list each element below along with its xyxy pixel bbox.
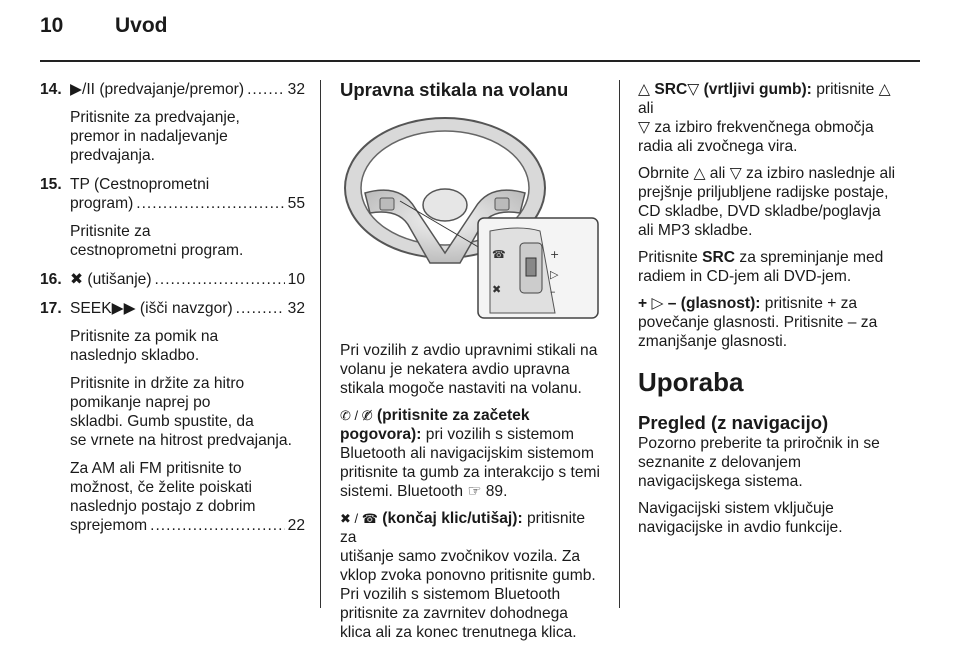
svg-text:✖: ✖ [492, 283, 502, 296]
term: pogovora): [340, 426, 422, 443]
page-ref: 10 [287, 271, 305, 288]
item-number: 16. [40, 271, 62, 288]
item-description [40, 327, 305, 365]
page-ref: 22 [287, 517, 305, 534]
column-divider [619, 80, 620, 608]
text-line: pritisnite za zavrnitev dohodnega [340, 605, 568, 622]
text-line: Pri vozilih s sistemom Bluetooth [340, 586, 561, 603]
page-ref: 32 [287, 300, 305, 317]
text-line: klica ali za konec trenutnega klica. [340, 624, 577, 641]
item-title: TP (Cestnoprometni [70, 176, 210, 193]
text-line: ▽ za izbiro frekvenčnega območja [638, 119, 874, 136]
svg-text:▷: ▷ [550, 268, 559, 281]
page-header [40, 14, 168, 38]
item-number: 15. [40, 176, 62, 193]
text-line: utišanje samo zvočnikov vozila. Za [340, 548, 581, 565]
text-line: volanu je nekatera avdio upravna [340, 361, 570, 378]
text-line: Za AM ali FM pritisnite to [70, 460, 242, 477]
paragraph [340, 341, 605, 398]
section-title: Uporaba [638, 367, 744, 397]
text-line: pomikanje naprej po [70, 394, 211, 411]
text-line: sistemi. Bluetooth ☞ 89. [340, 483, 508, 500]
text-line: Pritisnite za pomik na [70, 328, 219, 345]
list-item [40, 175, 305, 213]
text-line: pritisnite △ ali [638, 81, 891, 117]
text-line: predvajanja. [70, 147, 155, 164]
paragraph [638, 248, 908, 286]
text-line: stikala mogoče nastaviti na volanu. [340, 380, 582, 397]
text-line: radia ali zvočnega vira. [638, 138, 798, 155]
list-item [40, 299, 305, 318]
page-ref: 32 [287, 81, 305, 98]
text-line: radiem in CD-jem ali DVD-jem. [638, 268, 852, 285]
text-line: naslednjo skladbo. [70, 347, 200, 364]
text-line: Pritisnite in držite za hitro [70, 375, 245, 392]
paragraph [638, 294, 908, 351]
text-line: vklop zvoka ponovno pritisnite gumb. [340, 567, 596, 584]
item-number: 17. [40, 300, 62, 317]
item-description [40, 374, 305, 450]
text-line: skladbi. Gumb spustite, da [70, 413, 254, 430]
column-2 [340, 80, 605, 650]
text-line: navigacijskega sistema. [638, 473, 803, 490]
text-line: sprejemom [70, 517, 148, 534]
item-description [40, 222, 305, 260]
svg-text:☎: ☎ [492, 248, 506, 261]
item-title: program) [70, 195, 134, 212]
text-line: se vrnete na hitrost predvajanja. [70, 432, 292, 449]
item-description [40, 459, 305, 535]
list-item [40, 80, 305, 99]
text-line: seznanite z delovanjem [638, 454, 801, 471]
phone-icon: ✆ / ✆̸ [340, 408, 373, 423]
item-title: ✖ (utišanje) [70, 271, 152, 288]
text-line: cestnoprometni program. [70, 242, 244, 259]
page-number: 10 [40, 14, 64, 37]
text-line: pri vozilih s sistemom [421, 426, 574, 443]
svg-text:+: + [550, 248, 560, 261]
text-line: Pozorno preberite ta priročnik in se [638, 435, 880, 452]
item-description [40, 108, 305, 165]
term: SRC [702, 249, 736, 266]
paragraph [340, 509, 605, 642]
paragraph [340, 406, 605, 501]
text-line: CD skladbe, DVD skladbe/poglavja [638, 203, 881, 220]
text-line: zmanjšanje glasnosti. [638, 333, 788, 350]
text-line: pritisnite za [340, 510, 586, 546]
term: (pritisnite za začetek [376, 407, 530, 424]
text-line: naslednjo postajo z dobrim [70, 498, 256, 515]
paragraph [638, 499, 908, 537]
text-line: Bluetooth ali navigacijskim sistemom [340, 445, 594, 462]
text-line: povečanje glasnosti. Pritisnite – za [638, 314, 878, 331]
page-title: Uvod [115, 14, 168, 37]
list-item [40, 270, 305, 289]
column-1 [40, 80, 305, 535]
text-line: premor in nadaljevanje [70, 128, 228, 145]
text-line: Pri vozilih z avdio upravnimi stikali na [340, 342, 598, 359]
subsection-title: Pregled (z navigacijo) [638, 412, 829, 433]
text-line: za spreminjanje med [735, 249, 884, 266]
paragraph [638, 434, 908, 491]
text-line: navigacijske in avdio funkcije. [638, 519, 843, 536]
text-line: pritisnite + za [760, 295, 858, 312]
text-line: Pritisnite [638, 249, 703, 266]
text-line: Navigacijski sistem vključuje [638, 500, 834, 517]
term: + ▷ – (glasnost): [638, 295, 761, 312]
text-line: Pritisnite za predvajanje, [70, 109, 240, 126]
mute-icon: ✖ / ☎ [340, 511, 378, 526]
text-line: Pritisnite za [70, 223, 151, 240]
item-title: SEEK▶▶ (išči navzgor) [70, 300, 233, 317]
column-3 [638, 80, 908, 545]
item-title: ▶/II (predvajanje/premor) [70, 81, 245, 98]
paragraph [638, 80, 908, 156]
term: △ SRC▽ (vrtljivi gumb): [638, 81, 812, 98]
svg-text:–: – [550, 285, 556, 298]
text-line: prejšnje priljubljene radijske postaje, [638, 184, 889, 201]
text-line: ali MP3 skladbe. [638, 222, 753, 239]
text-line: možnost, če želite poiskati [70, 479, 253, 496]
item-number: 14. [40, 81, 62, 98]
term: (končaj klic/utišaj): [382, 510, 523, 527]
column-divider [320, 80, 321, 608]
section-heading: Upravna stikala na volanu [340, 79, 569, 100]
text-line: Obrnite △ ali ▽ za izbiro naslednje ali [638, 165, 896, 182]
steering-wheel-illustration [340, 113, 602, 323]
text-line: pritisnite ta gumb za interakcijo s temi [340, 464, 600, 481]
page-ref: 55 [287, 195, 305, 212]
header-rule [40, 60, 920, 62]
paragraph [638, 164, 908, 240]
